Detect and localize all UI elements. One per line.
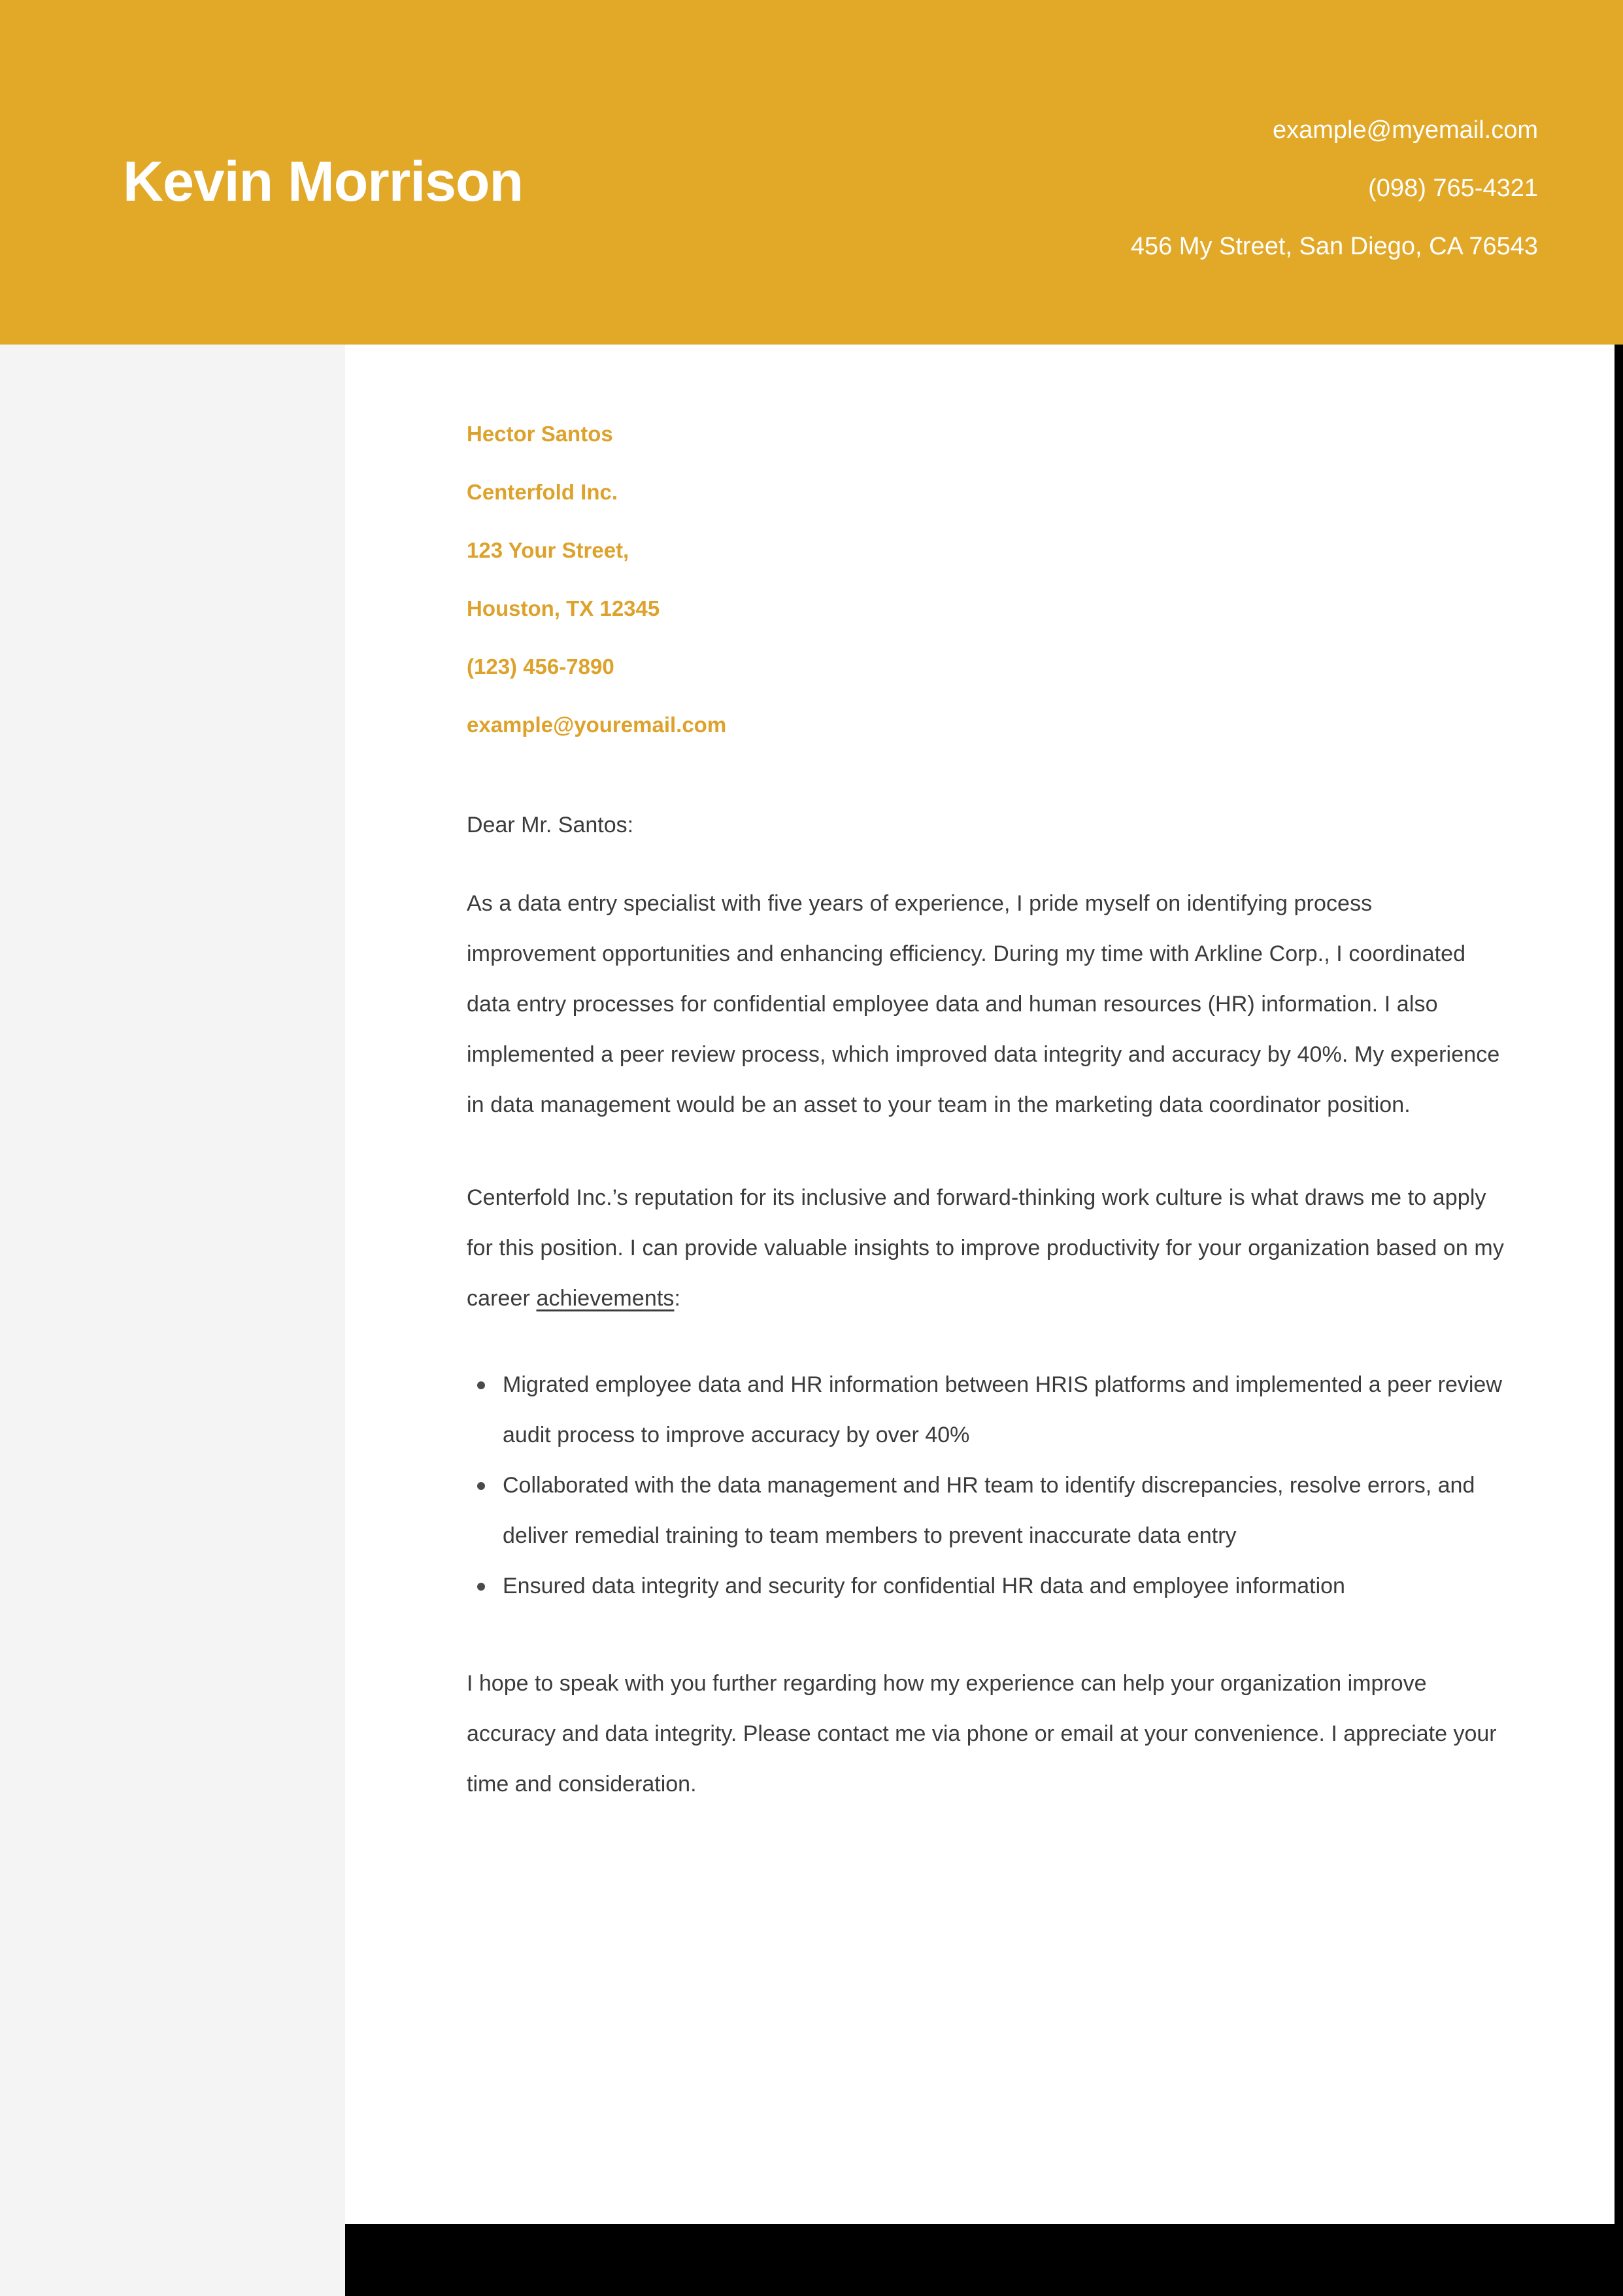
achievements-link[interactable]: achievements — [536, 1286, 675, 1311]
paragraph-2-trailing-text: : — [674, 1286, 681, 1311]
salutation: Dear Mr. Santos: — [467, 813, 634, 837]
recipient-email: example@youremail.com — [467, 713, 727, 737]
recipient-address-block — [467, 423, 1506, 735]
list-item-text: Collaborated with the data management and HR team to identify discrepancies, resolve errors, and deliver remedial training to team members to prevent inaccurate data entry — [503, 1473, 1475, 1548]
right-edge-bar — [1615, 345, 1623, 2224]
applicant-address: 456 My Street, San Diego, CA 76543 — [1130, 233, 1538, 260]
paragraph-2-lead-text: Centerfold Inc.’s reputation for its inclusive and forward-thinking work culture is what draws me to apply for this position. I can provide valuable insights to improve productivity for your organization based on my career — [467, 1185, 1504, 1311]
applicant-email: example@myemail.com — [1272, 116, 1538, 144]
left-gutter — [0, 345, 345, 2296]
list-item-text: Migrated employee data and HR information between HRIS platforms and implemented a peer review audit process to improve accuracy by over 40% — [503, 1372, 1502, 1447]
applicant-phone: (098) 765-4321 — [1368, 175, 1538, 202]
recipient-street: 123 Your Street, — [467, 538, 629, 562]
list-item — [467, 1460, 1506, 1561]
body-paragraph-2 — [467, 1173, 1506, 1324]
applicant-name: Kevin Morrison — [123, 150, 523, 213]
letter-sheet — [345, 345, 1615, 2224]
bottom-edge-bar — [345, 2224, 1623, 2296]
letter-content — [467, 423, 1506, 1810]
recipient-company: Centerfold Inc. — [467, 480, 618, 504]
list-item — [467, 1360, 1506, 1460]
bullet-icon — [477, 1482, 485, 1490]
recipient-name: Hector Santos — [467, 422, 613, 446]
list-item — [467, 1561, 1506, 1612]
header-band — [0, 0, 1623, 345]
list-item-text: Ensured data integrity and security for confidential HR data and employee information — [503, 1574, 1345, 1598]
recipient-city-state-zip: Houston, TX 12345 — [467, 596, 660, 620]
achievements-list — [467, 1360, 1506, 1612]
bullet-icon — [477, 1583, 485, 1591]
bullet-icon — [477, 1381, 485, 1389]
applicant-contact-block — [819, 118, 1538, 259]
recipient-phone: (123) 456-7890 — [467, 654, 614, 679]
closing-paragraph: I hope to speak with you further regarding how my experience can help your organization improve accuracy and data integrity. Please contact me via phone or email at your convenience. I appreciate your time and consideration. — [467, 1671, 1497, 1797]
body-paragraph-1: As a data entry specialist with five years of experience, I pride myself on identifying process improvement opportunities and enhancing efficiency. During my time with Arkline Corp., I coordinated data entry processes for confidential employee data and human resources (HR) information. I also implemented a peer review process, which improved data integrity and accuracy by 40%. My experience in data management would be an asset to your team in the marketing data coordinator position. — [467, 891, 1500, 1117]
